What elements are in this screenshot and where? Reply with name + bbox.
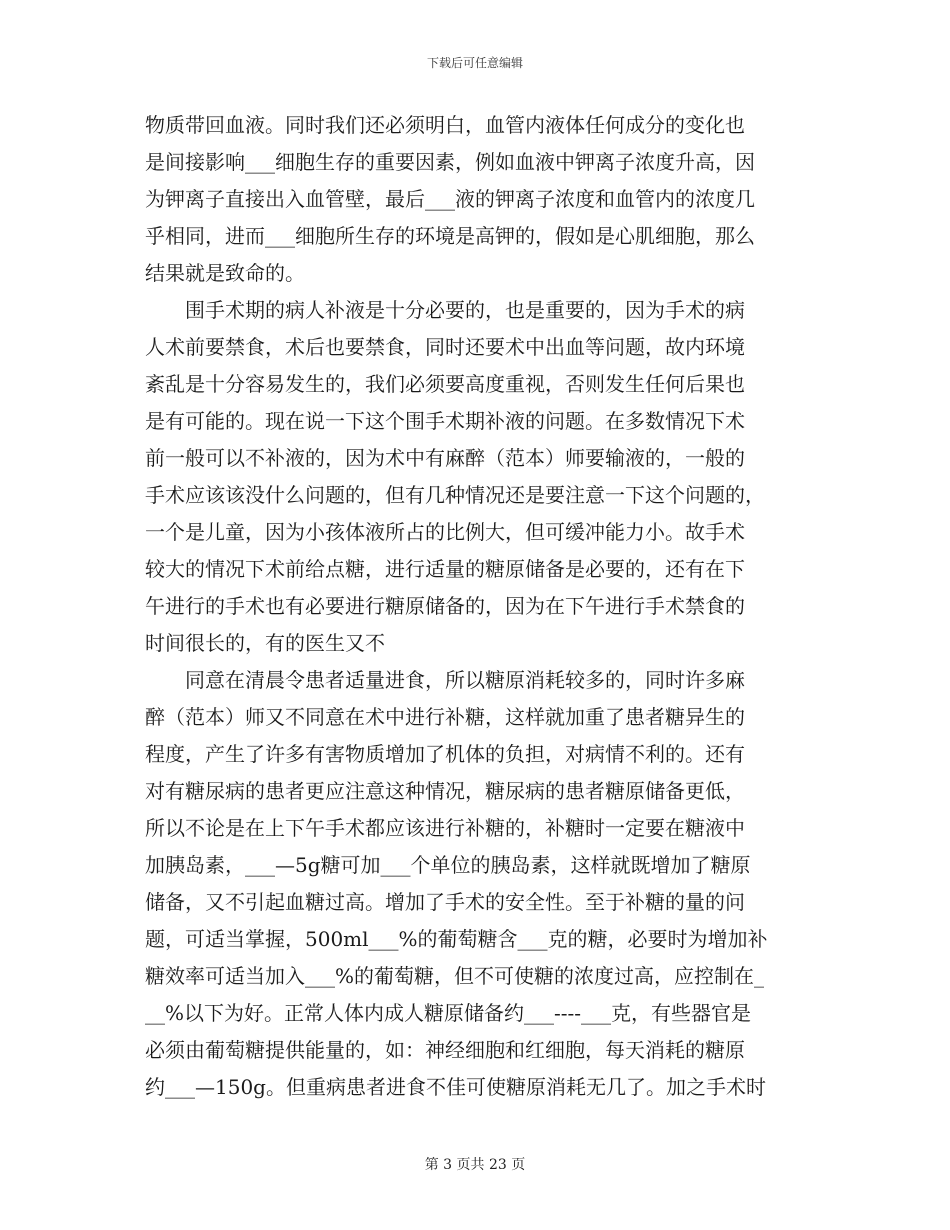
page-footer: 第 3 页共 23 页: [424, 1157, 526, 1173]
text-line: 储备，又不引起血糖过高。增加了手术的安全性。至于补糖的量的问: [145, 890, 745, 914]
text-line: 醉（范本）师又不同意在术中进行补糖，这样就加重了患者糖异生的: [145, 705, 745, 729]
text-line: 前一般可以不补液的，因为术中有麻醉（范本）师要输液的，一般的: [145, 446, 745, 470]
text-line: 约___—150g。但重病患者进食不佳可使糖原消耗无几了。加之手术时: [145, 1075, 766, 1099]
text-line: 所以不论是在上下午手术都应该进行补糖的，补糖时一定要在糖液中: [145, 816, 745, 840]
text-line: 人术前要禁食，术后也要禁食，同时还要术中出血等问题，故内环境: [145, 335, 745, 359]
text-line: 程度，产生了许多有害物质增加了机体的负担，对病情不利的。还有: [145, 742, 745, 766]
text-line: 乎相同，进而___细胞所生存的环境是高钾的，假如是心肌细胞，那么: [145, 224, 755, 248]
page-header: 下载后可任意编辑: [426, 56, 523, 70]
text-line: 时间很长的，有的医生又不: [145, 631, 385, 655]
text-line: 紊乱是十分容易发生的，我们必须要高度重视，否则发生任何后果也: [145, 372, 745, 396]
text-line: 加胰岛素，___—5g糖可加___个单位的胰岛素，这样就既增加了糖原: [145, 853, 751, 877]
text-line: 午进行的手术也有必要进行糖原储备的，因为在下午进行手术禁食的: [145, 594, 745, 618]
text-line: 同意在清晨令患者适量进食，所以糖原消耗较多的，同时许多麻: [145, 668, 745, 692]
body-text: [145, 107, 810, 1106]
text-line: __%以下为好。正常人体内成人糖原储备约___----___克，有些器官是: [145, 1001, 752, 1025]
text-line: 是间接影响___细胞生存的重要因素，例如血液中钾离子浓度升高，因: [145, 150, 755, 174]
text-line: 对有糖尿病的患者更应注意这种情况，糖尿病的患者糖原储备更低，: [145, 779, 745, 803]
text-line: 一个是儿童，因为小孩体液所占的比例大，但可缓冲能力小。故手术: [145, 520, 745, 544]
text-line: 糖效率可适当加入___%的葡萄糖，但不可使糖的浓度过高，应控制在_: [145, 964, 765, 988]
text-line: 较大的情况下术前给点糖，进行适量的糖原储备是必要的，还有在下: [145, 557, 745, 581]
text-line: 题，可适当掌握，500ml___%的葡萄糖含___克的糖，必要时为增加补: [145, 927, 768, 951]
text-line: 为钾离子直接出入血管壁，最后___液的钾离子浓度和血管内的浓度几: [145, 187, 755, 211]
text-line: 物质带回血液。同时我们还必须明白，血管内液体任何成分的变化也: [145, 113, 745, 137]
text-line: 结果就是致命的。: [145, 261, 305, 285]
text-line: 围手术期的病人补液是十分必要的，也是重要的，因为手术的病: [145, 298, 745, 322]
text-line: 必须由葡萄糖提供能量的，如：神经细胞和红细胞，每天消耗的糖原: [145, 1038, 745, 1062]
text-line: 是有可能的。现在说一下这个围手术期补液的问题。在多数情况下术: [145, 409, 745, 433]
text-line: 手术应该该没什么问题的，但有几种情况还是要注意一下这个问题的，: [145, 483, 765, 507]
